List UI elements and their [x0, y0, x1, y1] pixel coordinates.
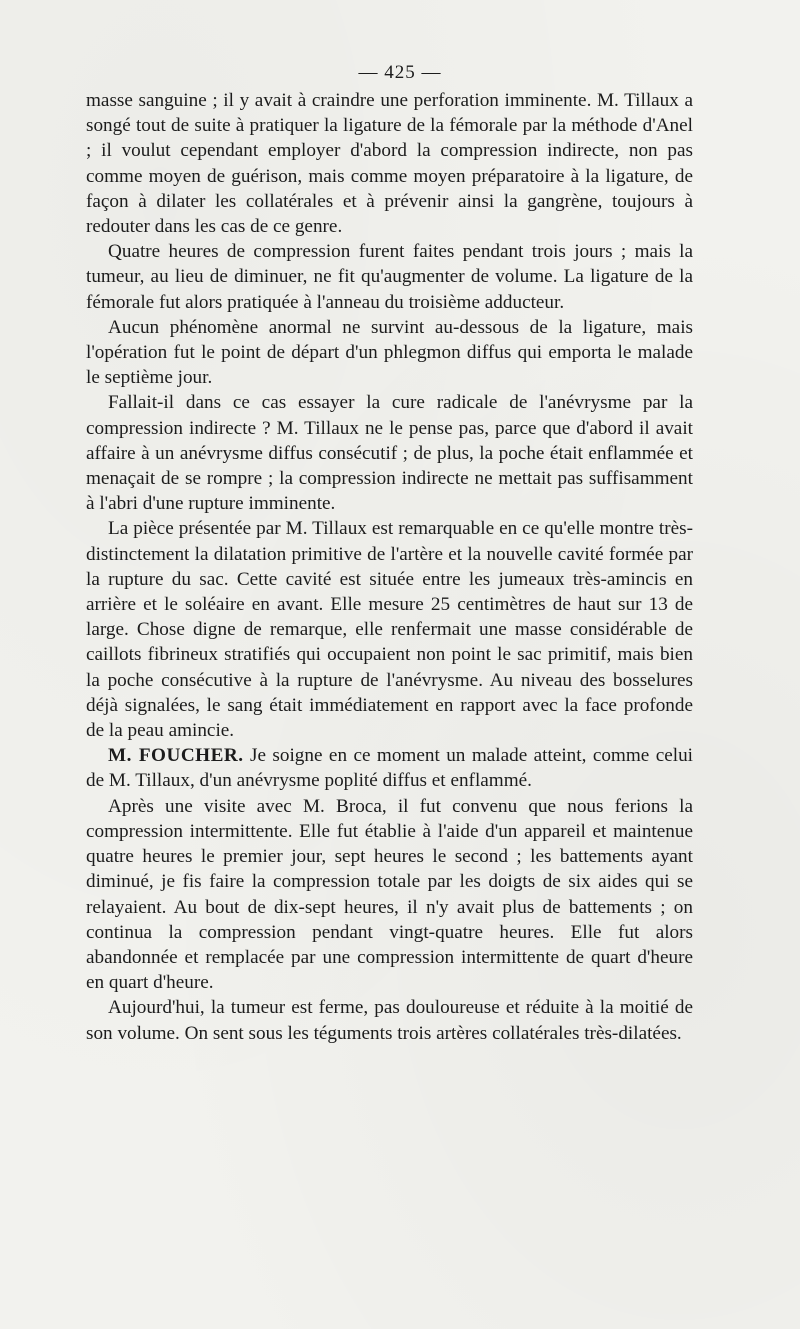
speaker-name: M. FOUCHER. — [108, 745, 244, 767]
paragraph-2: Quatre heures de compression furent faites pendant trois jours ; mais la tumeur, au lieu de diminuer, ne fit qu'augmenter de volume. La ligature de la fémorale fut alors pratiquée à l'anneau du troisième adducteur. — [86, 241, 693, 313]
body-text — [86, 88, 693, 1046]
paragraph-5: La pièce présentée par M. Tillaux est remarquable en ce qu'elle montre très-distinctement la dilatation primitive de l'artère et la nouvelle cavité formée par la rupture du sac. Cette cavité est située entre les jumeaux très-amincis en arrière et le soléaire en avant. Elle mesure 25 centimètres de haut sur 13 de large. Chose digne de remarque, elle renfermait une masse considérable de caillots fibrineux stratifiés qui occupaient non point le sac primitif, mais bien la poche consécutive à la rupture de l'anévrysme. Au niveau des bosselures déjà signalées, le sang était immédiatement en rapport avec la face profonde de la peau amincie. — [86, 518, 693, 742]
speaker-text: Je soigne en ce moment un malade atteint, comme celui de M. Tillaux, d'un anévrysme poplité diffus et enflammé. — [86, 745, 693, 792]
paragraph-4: Fallait-il dans ce cas essayer la cure radicale de l'anévrysme par la compression indirecte ? M. Tillaux ne le pense pas, parce que d'abord il avait affaire à un anévrysme diffus consécutif ; de plus, la poche était enflammée et menaçait de se rompre ; la compression indirecte ne mettait pas suffisamment à l'abri d'une rupture imminente. — [86, 392, 693, 515]
paragraph-7: Après une visite avec M. Broca, il fut convenu que nous ferions la compression intermittente. Elle fut établie à l'aide d'un appareil et maintenue quatre heures le premier jour, sept heures le second ; les battements ayant diminué, je fis faire la compression totale par les doigts de six aides qui se relayaient. Au bout de dix-sept heures, il n'y avait plus de battements ; on continua la compression pendant vingt-quatre heures. Elle fut alors abandonnée et remplacée par une compression intermittente de quart d'heure en quart d'heure. — [86, 795, 693, 994]
paragraph-8: Aujourd'hui, la tumeur est ferme, pas douloureuse et réduite à la moitié de son volume. On sent sous les téguments trois artères collatérales très-dilatées. — [86, 997, 693, 1044]
paragraph-6 — [86, 743, 693, 793]
paragraph-3: Aucun phénomène anormal ne survint au-dessous de la ligature, mais l'opération fut le point de départ d'un phlegmon diffus qui emporta le malade le septième jour. — [86, 316, 693, 389]
paragraph-1: masse sanguine ; il y avait à craindre une perforation imminente. M. Tillaux a songé tout de suite à pratiquer la ligature de la fémorale par la méthode d'Anel ; il voulut cependant employer d'abord la compression indirecte, non pas comme moyen de guérison, mais comme moyen préparatoire à la ligature, de façon à dilater les collatérales et à prévenir ainsi la gangrène, toujours à redouter dans les cas de ce genre. — [86, 90, 693, 238]
page-number: — 425 — — [358, 62, 442, 83]
